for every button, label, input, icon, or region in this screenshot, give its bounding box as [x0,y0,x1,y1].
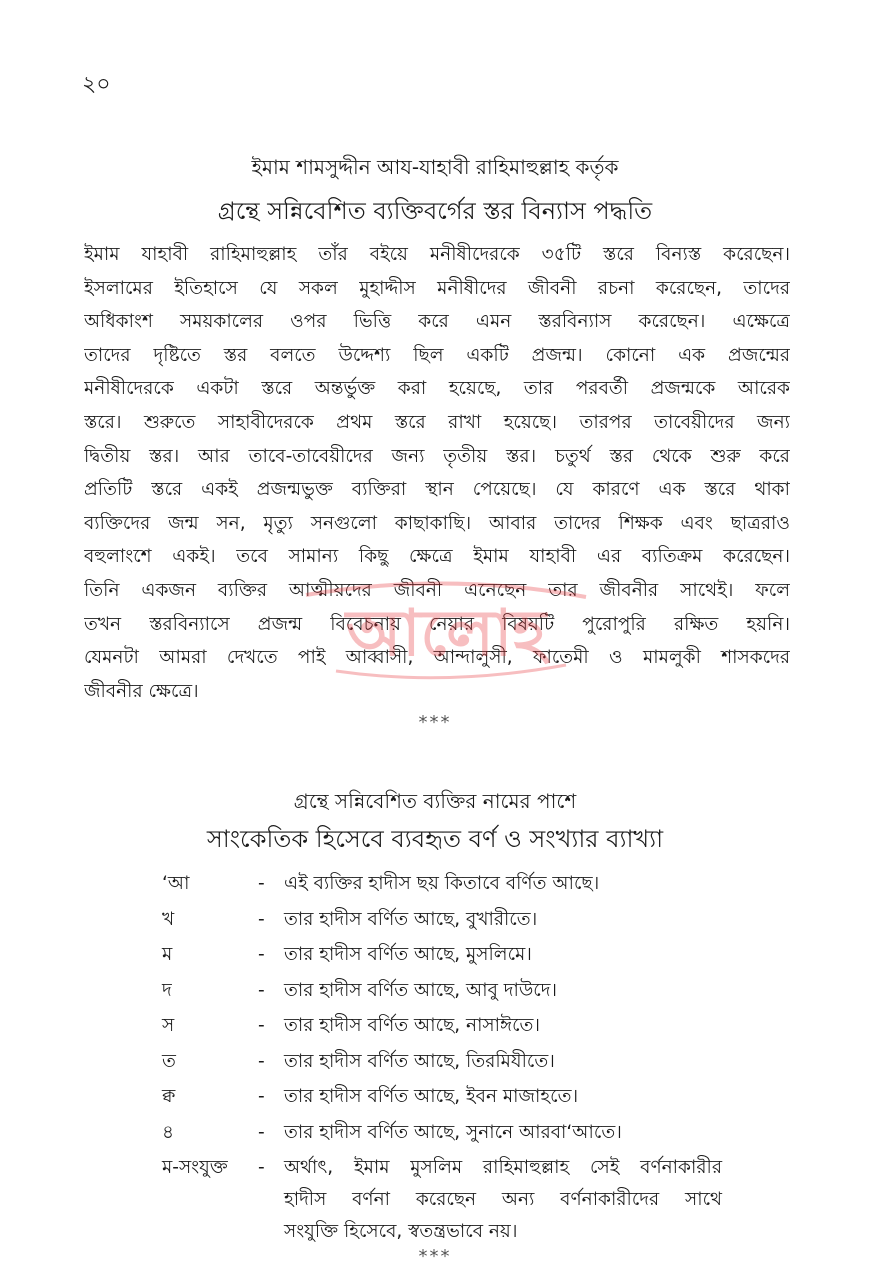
legend-dash: - [258,1015,265,1036]
legend-dash: - [258,944,265,965]
section-divider: *** [418,712,452,733]
legend-description: তার হাদীস বর্ণিত আছে, নাসাঈতে। [284,1015,541,1036]
abbreviation-legend [162,866,722,1248]
legend-code: দ [162,979,172,1001]
paragraph-line: ব্যক্তিদের জন্ম সন, মৃত্যু সনগুলো কাছাকাছি। আবার তাদের শিক্ষক এবং ছাত্ররাও [84,512,790,534]
legend-dash: - [258,1086,265,1107]
legend-code: খ [162,908,175,930]
legend-code: ত [162,1050,176,1072]
paragraph-line: জীবনীর ক্ষেত্রে। [84,680,199,702]
watermark-text: আলোহ [345,597,547,671]
legend-description: এই ব্যক্তির হাদীস ছয় কিতাবে বর্ণিত আছে। [284,873,600,894]
legend-row [162,1150,722,1248]
legend-dash: - [258,979,265,1001]
legend-row [162,937,722,973]
legend-description-line: সংযুক্তি হিসেবে, স্বতন্ত্রভাবে নয়। [284,1221,518,1242]
legend-row [162,1079,722,1115]
legend-description: তার হাদীস বর্ণিত আছে, ইবন মাজাহতে। [284,1086,579,1107]
legend-description-line: অর্থাৎ, ইমাম মুসলিম রাহিমাহুল্লাহ সেই বর্ণনাকারীর [284,1157,722,1178]
legend-row [162,866,722,902]
legend-code: ক্ব [162,1086,176,1107]
paragraph-line: ইসলামের ইতিহাসে যে সকল মুহাদ্দীস মনীষীদের জীবনী রচনা করেছেন, তাদের [84,277,790,299]
page-number: ২০ [82,72,111,97]
legend-description: তার হাদীস বর্ণিত আছে, সুনানে আরবা‘আতে। [284,1121,622,1143]
legend-row [162,973,722,1009]
section-title-line-1: ইমাম শামসুদ্দীন আয-যাহাবী রাহিমাহুল্লাহ কর্তৃক [251,155,619,179]
paragraph-line: বহুলাংশে একই। তবে সামান্য কিছু ক্ষেত্রে ইমাম যাহাবী এর ব্যতিক্রম করেছেন। [84,546,790,568]
legend-code: স [162,1015,175,1036]
legend-code: ‘আ [162,873,190,894]
legend-description [284,1150,722,1248]
legend-dash: - [258,908,265,930]
legend-row [162,1044,722,1080]
legend-title-line-1: গ্রন্থে সন্নিবেশিত ব্যক্তির নামের পাশে [293,789,577,813]
paragraph-line: প্রতিটি স্তরে একই প্রজন্মভুক্ত ব্যক্তিরা স্থান পেয়েছে। যে কারণে এক স্তরে থাকা [84,479,790,501]
legend-title-line-2: সাংকেতিক হিসেবে ব্যবহৃত বর্ণ ও সংখ্যার ব্যাখ্যা [206,825,664,853]
legend-code: ম-সংযুক্ত [162,1157,228,1178]
paragraph-line: অধিকাংশ সময়কালের ওপর ভিত্তি করে এমন স্তরবিন্যাস করেছেন। এক্ষেত্রে [84,311,790,333]
legend-description: তার হাদীস বর্ণিত আছে, তিরমিযীতে। [284,1050,555,1072]
paragraph-line: যেমনটা আমরা দেখতে পাই আব্বাসী, আন্দালুসী, ফাতেমী ও মামলুকী শাসকদের [84,647,790,669]
legend-dash: - [258,1050,265,1072]
paragraph-line: ইমাম যাহাবী রাহিমাহুল্লাহ তাঁর বইয়ে মনীষীদেরকে ৩৫টি স্তরে বিন্যস্ত করেছেন। [84,244,790,265]
legend-dash: - [258,1121,265,1143]
paragraph-line: তাদের দৃষ্টিতে স্তর বলতে উদ্দেশ্য ছিল একটি প্রজন্ম। কোনো এক প্রজন্মের [84,344,790,366]
legend-dash: - [258,1157,265,1178]
legend-dash: - [258,873,265,894]
paragraph-line: মনীষীদেরকে একটা স্তরে অন্তর্ভুক্ত করা হয়েছে, তার পরবর্তী প্রজন্মকে আরেক [84,378,790,400]
legend-description: তার হাদীস বর্ণিত আছে, আবু দাউদে। [284,979,558,1001]
legend-row [162,1008,722,1044]
legend-description-line: হাদীস বর্ণনা করেছেন অন্য বর্ণনাকারীদের সাথে [284,1189,722,1210]
bottom-divider: *** [418,1246,452,1262]
legend-row [162,1115,722,1151]
paragraph-line: তিনি একজন ব্যক্তির আত্মীয়দের জীবনী এনেছেন তার জীবনীর সাথেই। ফলে [84,579,790,601]
legend-description: তার হাদীস বর্ণিত আছে, বুখারীতে। [284,908,538,930]
paragraph-line: তখন স্তরবিন্যাসে প্রজন্ম বিবেচনায় নেয়ার বিষয়টি পুরোপুরি রক্ষিত হয়নি। [84,613,790,635]
legend-description: তার হাদীস বর্ণিত আছে, মুসলিমে। [284,944,532,965]
paragraph-line: দ্বিতীয় স্তর। আর তাবে-তাবেয়ীদের জন্য তৃতীয় স্তর। চতুর্থ স্তর থেকে শুরু করে [84,445,790,467]
legend-code: ম [162,944,173,965]
section-title-line-2: গ্রন্থে সন্নিবেশিত ব্যক্তিবর্গের স্তর বিন্যাস পদ্ধতি [217,197,653,225]
legend-row [162,902,722,938]
paragraph-line: স্তরে। শুরুতে সাহাবীদেরকে প্রথম স্তরে রাখা হয়েছে। তারপর তাবেয়ীদের জন্য [84,411,790,433]
legend-code: ৪ [162,1121,175,1143]
body-paragraph [84,238,790,708]
